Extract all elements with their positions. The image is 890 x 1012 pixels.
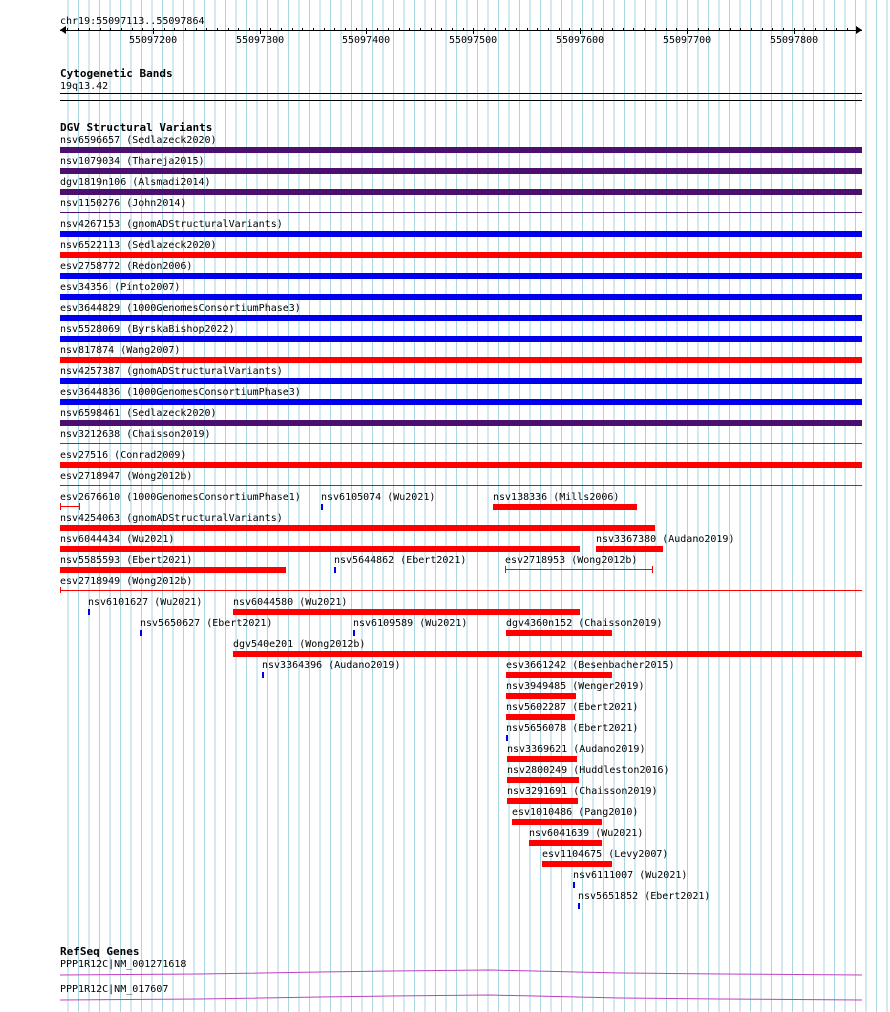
- ruler-minor-tick: [623, 28, 624, 31]
- ruler-minor-tick: [537, 28, 538, 31]
- ruler-left-arrow: [60, 26, 66, 34]
- variant-end-tick[interactable]: [505, 566, 506, 573]
- ruler-minor-tick: [644, 28, 645, 31]
- variant-label[interactable]: nsv4257387 (gnomADStructuralVariants): [60, 366, 283, 377]
- variant-bar[interactable]: [60, 378, 862, 384]
- ruler-minor-tick: [826, 28, 827, 31]
- ruler-tick: [794, 28, 795, 34]
- variant-end-tick[interactable]: [60, 587, 61, 593]
- variant-label[interactable]: nsv3212638 (Chaisson2019): [60, 429, 211, 440]
- ruler-minor-tick: [281, 28, 282, 31]
- track-separator: [60, 100, 862, 101]
- ruler-tick: [687, 28, 688, 34]
- variant-tick[interactable]: [321, 504, 323, 510]
- ruler-minor-tick: [196, 28, 197, 31]
- ruler-minor-tick: [484, 28, 485, 31]
- variant-label[interactable]: nsv4267153 (gnomADStructuralVariants): [60, 219, 283, 230]
- variant-label[interactable]: dgv540e201 (Wong2012b): [233, 639, 366, 650]
- variant-label[interactable]: nsv3367380 (Audano2019): [596, 534, 735, 545]
- variant-label[interactable]: nsv4254063 (gnomADStructuralVariants): [60, 513, 283, 524]
- variant-bar[interactable]: [506, 693, 575, 699]
- ruler-minor-tick: [324, 28, 325, 31]
- variant-label[interactable]: nsv6044580 (Wu2021): [233, 597, 348, 608]
- ruler-tick-label: 55097300: [236, 35, 285, 46]
- ruler-minor-tick: [302, 28, 303, 31]
- ruler-minor-tick: [121, 28, 122, 31]
- variant-label[interactable]: nsv6596657 (Sedlazeck2020): [60, 135, 217, 146]
- variant-bar[interactable]: [505, 569, 652, 570]
- ruler-minor-tick: [633, 28, 634, 31]
- ruler-minor-tick: [89, 28, 90, 31]
- variant-label[interactable]: esv2718949 (Wong2012b): [60, 576, 193, 587]
- ruler-tick-label: 55097500: [449, 35, 498, 46]
- variant-label[interactable]: esv1104675 (Levy2007): [542, 849, 669, 860]
- variant-label[interactable]: esv2758772 (Redon2006): [60, 261, 193, 272]
- variant-tick[interactable]: [262, 672, 264, 678]
- ruler-minor-tick: [655, 28, 656, 31]
- gene-transcript-2[interactable]: [60, 990, 862, 1002]
- ruler-minor-tick: [441, 28, 442, 31]
- variant-bar[interactable]: [60, 231, 862, 237]
- variant-label[interactable]: nsv6105074 (Wu2021): [321, 492, 436, 503]
- ruler-minor-tick: [719, 28, 720, 31]
- gene-transcript-1[interactable]: [60, 966, 862, 978]
- ruler-minor-tick: [815, 28, 816, 31]
- ruler-minor-tick: [67, 28, 68, 31]
- variant-label[interactable]: nsv3291691 (Chaisson2019): [507, 786, 658, 797]
- ruler-minor-tick: [601, 28, 602, 31]
- ruler-minor-tick: [505, 28, 506, 31]
- variant-bar[interactable]: [506, 714, 574, 720]
- variant-bar[interactable]: [596, 546, 663, 552]
- variant-end-tick[interactable]: [60, 503, 61, 510]
- ruler-minor-tick: [270, 28, 271, 31]
- region-label: chr19:55097113..55097864: [60, 16, 205, 27]
- ruler-minor-tick: [804, 28, 805, 31]
- variant-label[interactable]: nsv3364396 (Audano2019): [262, 660, 401, 671]
- ruler-minor-tick: [206, 28, 207, 31]
- cytoband-label: 19q13.42: [60, 81, 109, 92]
- ruler-minor-tick: [740, 28, 741, 31]
- ruler-tick: [580, 28, 581, 34]
- refseq-track-title: RefSeq Genes: [60, 945, 140, 958]
- variant-label[interactable]: nsv6044434 (Wu2021): [60, 534, 175, 545]
- ruler-minor-tick: [676, 28, 677, 31]
- variant-end-tick[interactable]: [79, 503, 80, 510]
- variant-label[interactable]: nsv6522113 (Sedlazeck2020): [60, 240, 217, 251]
- ruler-right-arrow: [856, 26, 862, 34]
- variant-tick[interactable]: [573, 882, 575, 888]
- gene-label[interactable]: PPP1R12C|NM_017607: [60, 984, 169, 995]
- ruler-minor-tick: [698, 28, 699, 31]
- variant-label[interactable]: nsv6109589 (Wu2021): [353, 618, 468, 629]
- ruler-tick-label: 55097200: [129, 35, 178, 46]
- variant-label[interactable]: esv3644829 (1000GenomesConsortiumPhase3): [60, 303, 301, 314]
- ruler-minor-tick: [142, 28, 143, 31]
- variant-bar[interactable]: [506, 672, 612, 678]
- gene-label[interactable]: PPP1R12C|NM_001271618: [60, 959, 187, 970]
- ruler-tick-label: 55097600: [556, 35, 605, 46]
- ruler-minor-tick: [730, 28, 731, 31]
- ruler-minor-tick: [708, 28, 709, 31]
- ruler-minor-tick: [847, 28, 848, 31]
- variant-label[interactable]: esv2718947 (Wong2012b): [60, 471, 193, 482]
- ruler-minor-tick: [132, 28, 133, 31]
- ruler-minor-tick: [345, 28, 346, 31]
- variant-label[interactable]: nsv1150276 (John2014): [60, 198, 187, 209]
- ruler-minor-tick: [783, 28, 784, 31]
- ruler-minor-tick: [858, 28, 859, 31]
- variant-bar[interactable]: [493, 504, 637, 510]
- variant-tick[interactable]: [578, 903, 580, 909]
- variant-bar[interactable]: [60, 590, 862, 591]
- variant-bar[interactable]: [60, 420, 862, 426]
- variant-bar[interactable]: [60, 315, 862, 321]
- variant-label[interactable]: nsv5651852 (Ebert2021): [578, 891, 711, 902]
- ruler-axis: [60, 30, 862, 31]
- variant-bar[interactable]: [60, 294, 862, 300]
- variant-label[interactable]: esv3644836 (1000GenomesConsortiumPhase3): [60, 387, 301, 398]
- variant-bar[interactable]: [60, 525, 655, 531]
- ruler-tick: [366, 28, 367, 34]
- ruler-minor-tick: [591, 28, 592, 31]
- variant-label[interactable]: nsv3369621 (Audano2019): [507, 744, 646, 755]
- variant-label[interactable]: esv1010486 (Pang2010): [512, 807, 639, 818]
- ruler-minor-tick: [164, 28, 165, 31]
- ruler-minor-tick: [612, 28, 613, 31]
- variant-bar[interactable]: [60, 357, 862, 363]
- variant-bar[interactable]: [506, 630, 612, 636]
- variant-tick[interactable]: [506, 735, 508, 741]
- variant-bar[interactable]: [507, 777, 579, 783]
- ruler-tick-label: 55097400: [342, 35, 391, 46]
- ruler-minor-tick: [548, 28, 549, 31]
- variant-label[interactable]: esv27516 (Conrad2009): [60, 450, 187, 461]
- variant-bar[interactable]: [233, 609, 580, 615]
- variant-label[interactable]: nsv5656078 (Ebert2021): [506, 723, 639, 734]
- variant-label[interactable]: nsv2800249 (Huddleston2016): [507, 765, 670, 776]
- variant-bar[interactable]: [60, 399, 862, 405]
- variant-label[interactable]: nsv1079034 (Thareja2015): [60, 156, 205, 167]
- variant-tick[interactable]: [140, 630, 142, 636]
- variant-label[interactable]: nsv138336 (Mills2006): [493, 492, 620, 503]
- variant-bar[interactable]: [60, 506, 80, 507]
- ruler-minor-tick: [334, 28, 335, 31]
- ruler-minor-tick: [399, 28, 400, 31]
- ruler-tick: [473, 28, 474, 34]
- ruler-minor-tick: [836, 28, 837, 31]
- variant-label[interactable]: nsv6598461 (Sedlazeck2020): [60, 408, 217, 419]
- variant-label[interactable]: nsv817874 (Wang2007): [60, 345, 181, 356]
- ruler-minor-tick: [249, 28, 250, 31]
- ruler-minor-tick: [388, 28, 389, 31]
- variant-bar[interactable]: [60, 252, 862, 258]
- ruler-minor-tick: [356, 28, 357, 31]
- dgv-track-title: DGV Structural Variants: [60, 121, 213, 134]
- variant-label[interactable]: nsv6101627 (Wu2021): [88, 597, 203, 608]
- variant-label[interactable]: dgv4360n152 (Chaisson2019): [506, 618, 663, 629]
- ruler-minor-tick: [751, 28, 752, 31]
- ruler-minor-tick: [217, 28, 218, 31]
- variant-label[interactable]: nsv5585593 (Ebert2021): [60, 555, 193, 566]
- variant-label[interactable]: nsv5528069 (ByrskaBishop2022): [60, 324, 235, 335]
- variant-label[interactable]: dgv1819n106 (Alsmadi2014): [60, 177, 211, 188]
- variant-bar[interactable]: [60, 443, 862, 444]
- ruler-minor-tick: [238, 28, 239, 31]
- cytoband-track-title: Cytogenetic Bands: [60, 67, 173, 80]
- variant-label[interactable]: nsv6111007 (Wu2021): [573, 870, 688, 881]
- ruler-minor-tick: [420, 28, 421, 31]
- variant-tick[interactable]: [353, 630, 355, 636]
- ruler-minor-tick: [313, 28, 314, 31]
- variant-bar[interactable]: [60, 336, 862, 342]
- ruler-minor-tick: [174, 28, 175, 31]
- variant-label[interactable]: esv2718953 (Wong2012b): [505, 555, 638, 566]
- ruler-minor-tick: [527, 28, 528, 31]
- ruler-minor-tick: [185, 28, 186, 31]
- ruler-minor-tick: [409, 28, 410, 31]
- ruler-minor-tick: [78, 28, 79, 31]
- ruler-minor-tick: [377, 28, 378, 31]
- ruler-minor-tick: [228, 28, 229, 31]
- ruler-tick: [260, 28, 261, 34]
- ruler-minor-tick: [292, 28, 293, 31]
- variant-label[interactable]: esv34356 (Pinto2007): [60, 282, 181, 293]
- ruler-tick: [153, 28, 154, 34]
- variant-bar[interactable]: [60, 189, 862, 195]
- ruler-minor-tick: [516, 28, 517, 31]
- variant-label[interactable]: esv2676610 (1000GenomesConsortiumPhase1): [60, 492, 301, 503]
- variant-bar[interactable]: [507, 798, 577, 804]
- variant-label[interactable]: nsv5650627 (Ebert2021): [140, 618, 273, 629]
- variant-label[interactable]: nsv6041639 (Wu2021): [529, 828, 644, 839]
- variant-bar[interactable]: [60, 273, 862, 279]
- ruler-minor-tick: [762, 28, 763, 31]
- ruler-minor-tick: [100, 28, 101, 31]
- ruler-minor-tick: [495, 28, 496, 31]
- ruler-minor-tick: [772, 28, 773, 31]
- ruler-minor-tick: [569, 28, 570, 31]
- variant-bar[interactable]: [60, 462, 862, 468]
- ruler-minor-tick: [463, 28, 464, 31]
- ruler-minor-tick: [666, 28, 667, 31]
- ruler-minor-tick: [110, 28, 111, 31]
- variant-label[interactable]: nsv5644862 (Ebert2021): [334, 555, 467, 566]
- variant-bar[interactable]: [233, 651, 862, 657]
- ruler-tick-label: 55097800: [770, 35, 819, 46]
- variant-bar[interactable]: [512, 819, 603, 825]
- variant-label[interactable]: nsv3949485 (Wenger2019): [506, 681, 645, 692]
- ruler-tick-label: 55097700: [663, 35, 712, 46]
- variant-tick[interactable]: [88, 609, 90, 615]
- variant-bar[interactable]: [529, 840, 603, 846]
- variant-label[interactable]: esv3661242 (Besenbacher2015): [506, 660, 675, 671]
- cytoband-line: [60, 93, 862, 94]
- variant-bar[interactable]: [60, 485, 862, 486]
- ruler-minor-tick: [452, 28, 453, 31]
- variant-label[interactable]: nsv5602287 (Ebert2021): [506, 702, 639, 713]
- variant-bar[interactable]: [60, 546, 580, 552]
- variant-end-tick[interactable]: [652, 566, 653, 573]
- variant-bar[interactable]: [60, 212, 862, 213]
- ruler-minor-tick: [559, 28, 560, 31]
- variant-bar[interactable]: [507, 756, 576, 762]
- variant-bar[interactable]: [60, 147, 862, 153]
- variant-bar[interactable]: [60, 567, 286, 573]
- ruler-minor-tick: [431, 28, 432, 31]
- variant-bar[interactable]: [60, 168, 862, 174]
- variant-bar[interactable]: [542, 861, 612, 867]
- variant-tick[interactable]: [334, 567, 336, 573]
